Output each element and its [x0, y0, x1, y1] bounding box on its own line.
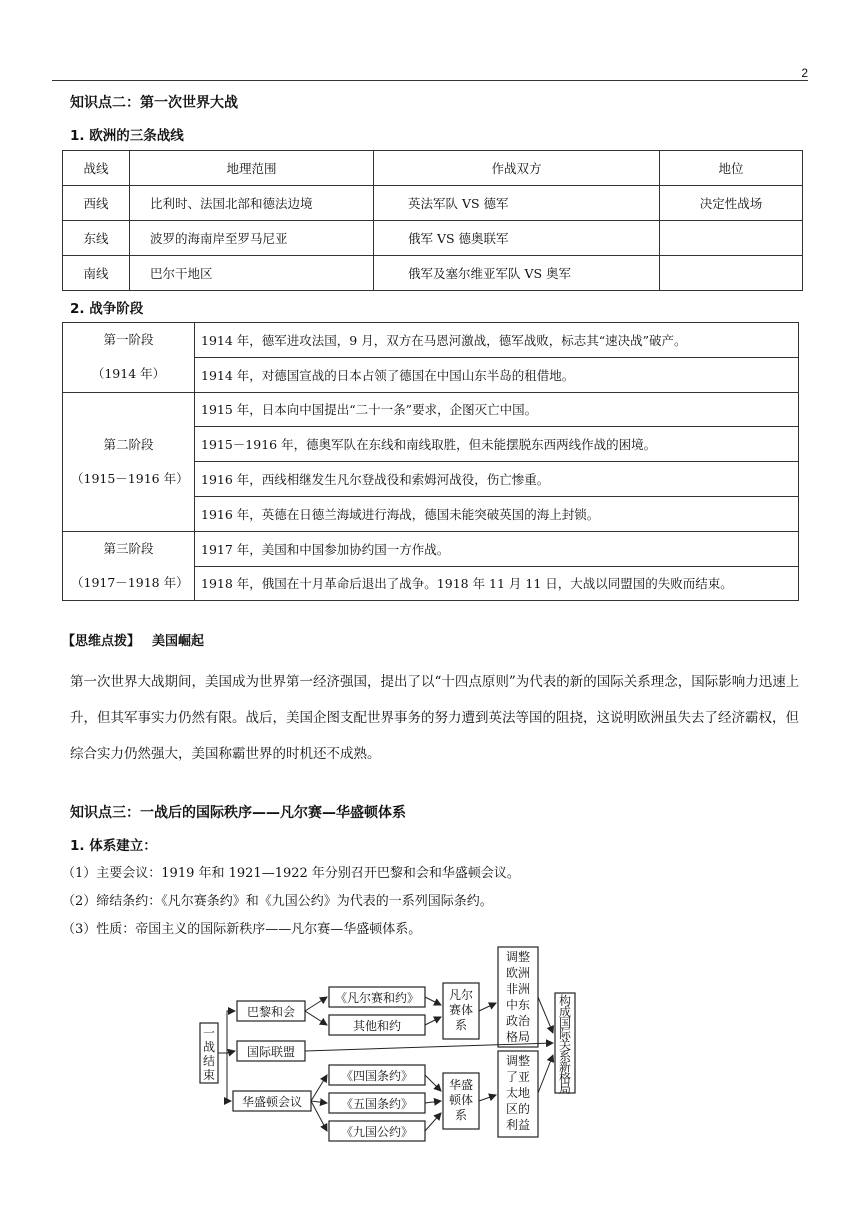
stage-cell [63, 531, 195, 601]
table-cell [660, 221, 803, 256]
table-cell: 俄军及塞尔维亚军队 VS 奥军 [374, 256, 660, 291]
stages-table [62, 322, 799, 601]
section-title-versailles: 知识点三：一战后的国际秩序——凡尔赛—华盛顿体系 [70, 805, 406, 821]
event-cell: 1916 年，英德在日德兰海域进行海战，德国未能突破英国的海上封锁。 [195, 496, 799, 531]
label-versailles-system: 凡尔赛体系 [448, 988, 474, 1032]
subheading-fronts: 1. 欧洲的三条战线 [70, 128, 184, 144]
table-row [63, 221, 803, 256]
table-cell: 南线 [63, 256, 130, 291]
system-line: （3）性质：帝国主义的国际新秩序——凡尔赛—华盛顿体系。 [62, 922, 422, 937]
event-cell: 1918 年，俄国在十月革命后退出了战争。1918 年 11 月 11 日，大战以同盟国的失败而结束。 [195, 566, 799, 601]
label-adjust-europe: 调整欧洲非洲中东政治格局 [505, 950, 531, 1044]
table-cell: 英法军队 VS 德军 [374, 186, 660, 221]
stage-name: 第二阶段 [103, 436, 154, 452]
subheading-stages: 2. 战争阶段 [70, 301, 144, 317]
table-row [63, 186, 803, 221]
label-four-power: 《四国条约》 [340, 1069, 414, 1083]
label-washington: 华盛顿会议 [241, 1095, 303, 1109]
label-other-treaties: 其他和约 [352, 1019, 402, 1033]
tips-title: 美国崛起 [152, 634, 205, 649]
stage-name: 第三阶段 [103, 541, 154, 557]
system-line: （2）缔结条约：《凡尔赛条约》和《九国公约》为代表的一系列国际条约。 [62, 894, 493, 909]
event-cell: 1915－1916 年，德奥军队在东线和南线取胜，但未能摆脱东西两线作战的困境。 [195, 427, 799, 462]
event-cell: 1914 年，对德国宣战的日本占领了德国在中国山东半岛的租借地。 [195, 357, 799, 392]
stage-name: 第一阶段 [103, 332, 154, 348]
table-row [63, 531, 799, 566]
section-title-ww1: 知识点二：第一次世界大战 [70, 95, 238, 111]
label-league: 国际联盟 [246, 1045, 296, 1059]
stage-cell [63, 392, 195, 531]
header-cell: 作战双方 [374, 151, 660, 186]
header-rule [52, 80, 808, 81]
table-row [63, 323, 799, 358]
label-adjust-asia: 调整了亚太地区的利益 [505, 1054, 531, 1132]
label-paris: 巴黎和会 [246, 1005, 296, 1019]
label-start: 一战结束 [202, 1026, 216, 1082]
table-cell: 巴尔干地区 [130, 256, 374, 291]
tips-label: 【思维点拨】 [62, 634, 141, 649]
system-line: （1）主要会议：1919 年和 1921—1922 年分别召开巴黎和会和华盛顿会议。 [62, 866, 520, 881]
event-cell: 1915 年，日本向中国提出“二十一条”要求，企图灭亡中国。 [195, 392, 799, 427]
header-cell: 地理范围 [130, 151, 374, 186]
header-cell: 战线 [63, 151, 130, 186]
event-cell: 1916 年，西线相继发生凡尔登战役和索姆河战役，伤亡惨重。 [195, 462, 799, 497]
table-row [63, 256, 803, 291]
table-row [63, 392, 799, 427]
versailles-washington-diagram [195, 943, 595, 1143]
table-cell: 东线 [63, 221, 130, 256]
table-cell: 决定性战场 [660, 186, 803, 221]
header-cell: 地位 [660, 151, 803, 186]
stage-years: （1914 年） [91, 366, 166, 382]
label-new-pattern: 构成国际关系新格局 [558, 994, 572, 1096]
event-cell: 1914 年，德军进攻法国，9 月，双方在马恩河激战，德军战败，标志其“速决战”破产。 [195, 323, 799, 358]
page-number: 2 [801, 66, 808, 80]
event-cell: 1917 年，美国和中国参加协约国一方作战。 [195, 531, 799, 566]
fronts-table [62, 150, 803, 291]
table-cell: 波罗的海南岸至罗马尼亚 [130, 221, 374, 256]
label-washington-system: 华盛顿体系 [448, 1078, 474, 1122]
tips-paragraph: 第一次世界大战期间，美国成为世界第一经济强国，提出了以“十四点原则”为代表的新的国际关系理念，国际影响力迅速上升，但其军事实力仍然有限。战后，美国企图支配世界事务的努力遭到英法等国的阻挠，这说明欧洲虽失去了经济霸权，但综合实力仍然强大，美国称霸世界的时机还不成熟。 [70, 674, 800, 762]
subheading-system: 1. 体系建立： [70, 838, 157, 854]
table-cell: 比利时、法国北部和德法边境 [130, 186, 374, 221]
stage-years: （1917－1918 年） [71, 575, 189, 591]
stage-years: （1915－1916 年） [71, 470, 189, 486]
label-five-power: 《五国条约》 [340, 1097, 414, 1111]
label-versailles-treaty: 《凡尔赛和约》 [334, 991, 420, 1005]
table-cell: 俄军 VS 德奥联军 [374, 221, 660, 256]
label-nine-power: 《九国公约》 [340, 1125, 414, 1139]
stage-cell [63, 323, 195, 393]
table-header-row [63, 151, 803, 186]
table-cell [660, 256, 803, 291]
table-cell: 西线 [63, 186, 130, 221]
